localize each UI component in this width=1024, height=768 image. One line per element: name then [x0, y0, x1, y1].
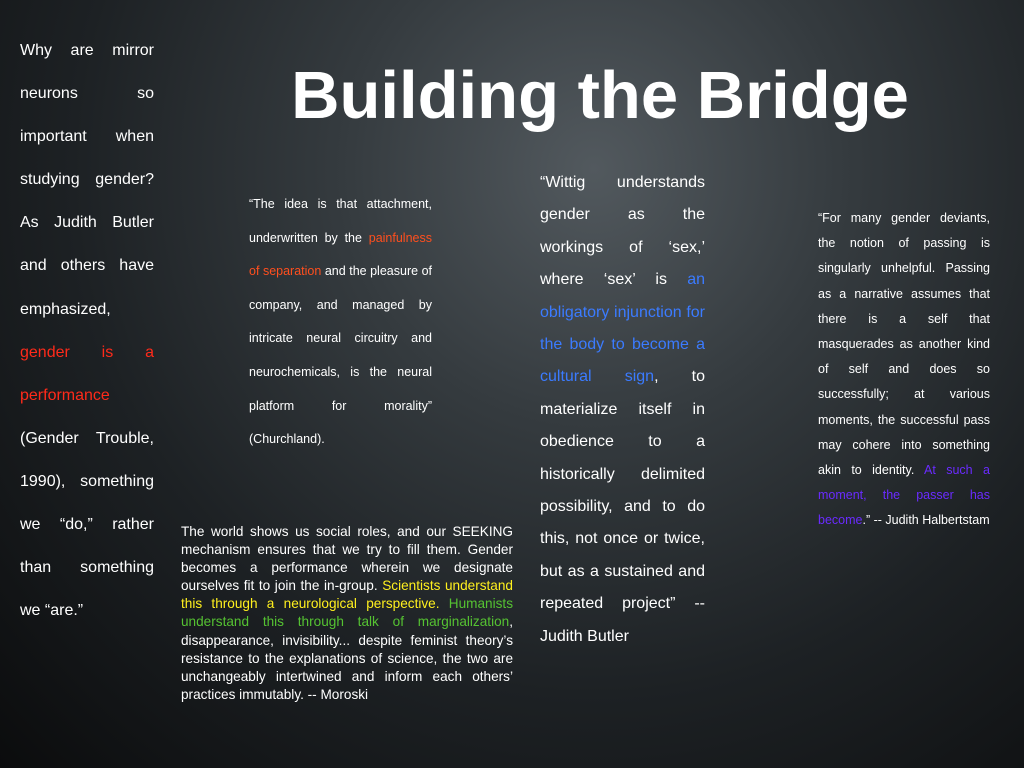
attachment-quote-end: and the pleasure of company, and managed by intricate neural circuitry and neurochemicals, is the neural platform for morality” (Churchland). [249, 264, 433, 447]
left-column-highlight: gender is a performance [20, 343, 154, 404]
world-paragraph [181, 523, 513, 704]
gender-deviants-quote [818, 206, 990, 534]
world-paragraph-humanists-highlight: Humanists understand this through talk of marginalization [181, 596, 513, 630]
gender-deviants-quote-highlight: At such a moment, the passer has become [818, 463, 990, 528]
wittig-quote-end: , to materialize itself in obedience to a historically delimited possibility, and to do this, not once or twice, but as a sustained and repeated project” -- Judith Butler [540, 368, 706, 645]
attachment-quote [249, 188, 432, 457]
wittig-quote-start: “Wittig understands gender as the workings of ‘sex,’ where ‘sex’ is [540, 174, 705, 289]
world-paragraph-end: , disappearance, invisibility... despite feminist theory’s resistance to the explanations of science, the two are unchangeably intertwined and inform each others’ practices immutably. -- Moroski [181, 614, 513, 702]
gender-deviants-quote-start: “For many gender deviants, the notion of passing is singularly unhelpful. Passing as a narrative assumes that there is a self that masquerades as another kind of self and does so successfully; at various moments, the successful pass may cohere into something akin to identity. [818, 211, 990, 478]
world-paragraph-start: The world shows us social roles, and our SEEKING mechanism ensures that we try to fill them. Gender becomes a performance wherein we designate ourselves fit to join the in-group. [181, 524, 513, 594]
left-column-text-end: (Gender Trouble, 1990), something we “do,” rather than something we “are.” [20, 429, 154, 620]
gender-deviants-quote-end: .” -- Judith Halbertstam [862, 513, 990, 528]
attachment-quote-start: “The idea is that attachment, underwritten by the [249, 197, 432, 245]
left-column-text-start: Why are mirror neurons so important when studying gender? As Judith Butler and others have emphasized, [20, 42, 154, 318]
left-column-text [20, 29, 154, 632]
attachment-quote-highlight: painfulness of separation [249, 230, 432, 279]
world-paragraph-science-highlight: Scientists understand this through a neurological perspective. [181, 578, 513, 612]
slide-title: Building the Bridge [291, 58, 909, 133]
wittig-quote [540, 167, 705, 653]
wittig-quote-highlight: an obligatory injunction for the body to become a cultural sign [540, 271, 705, 386]
world-paragraph-space [440, 596, 449, 611]
